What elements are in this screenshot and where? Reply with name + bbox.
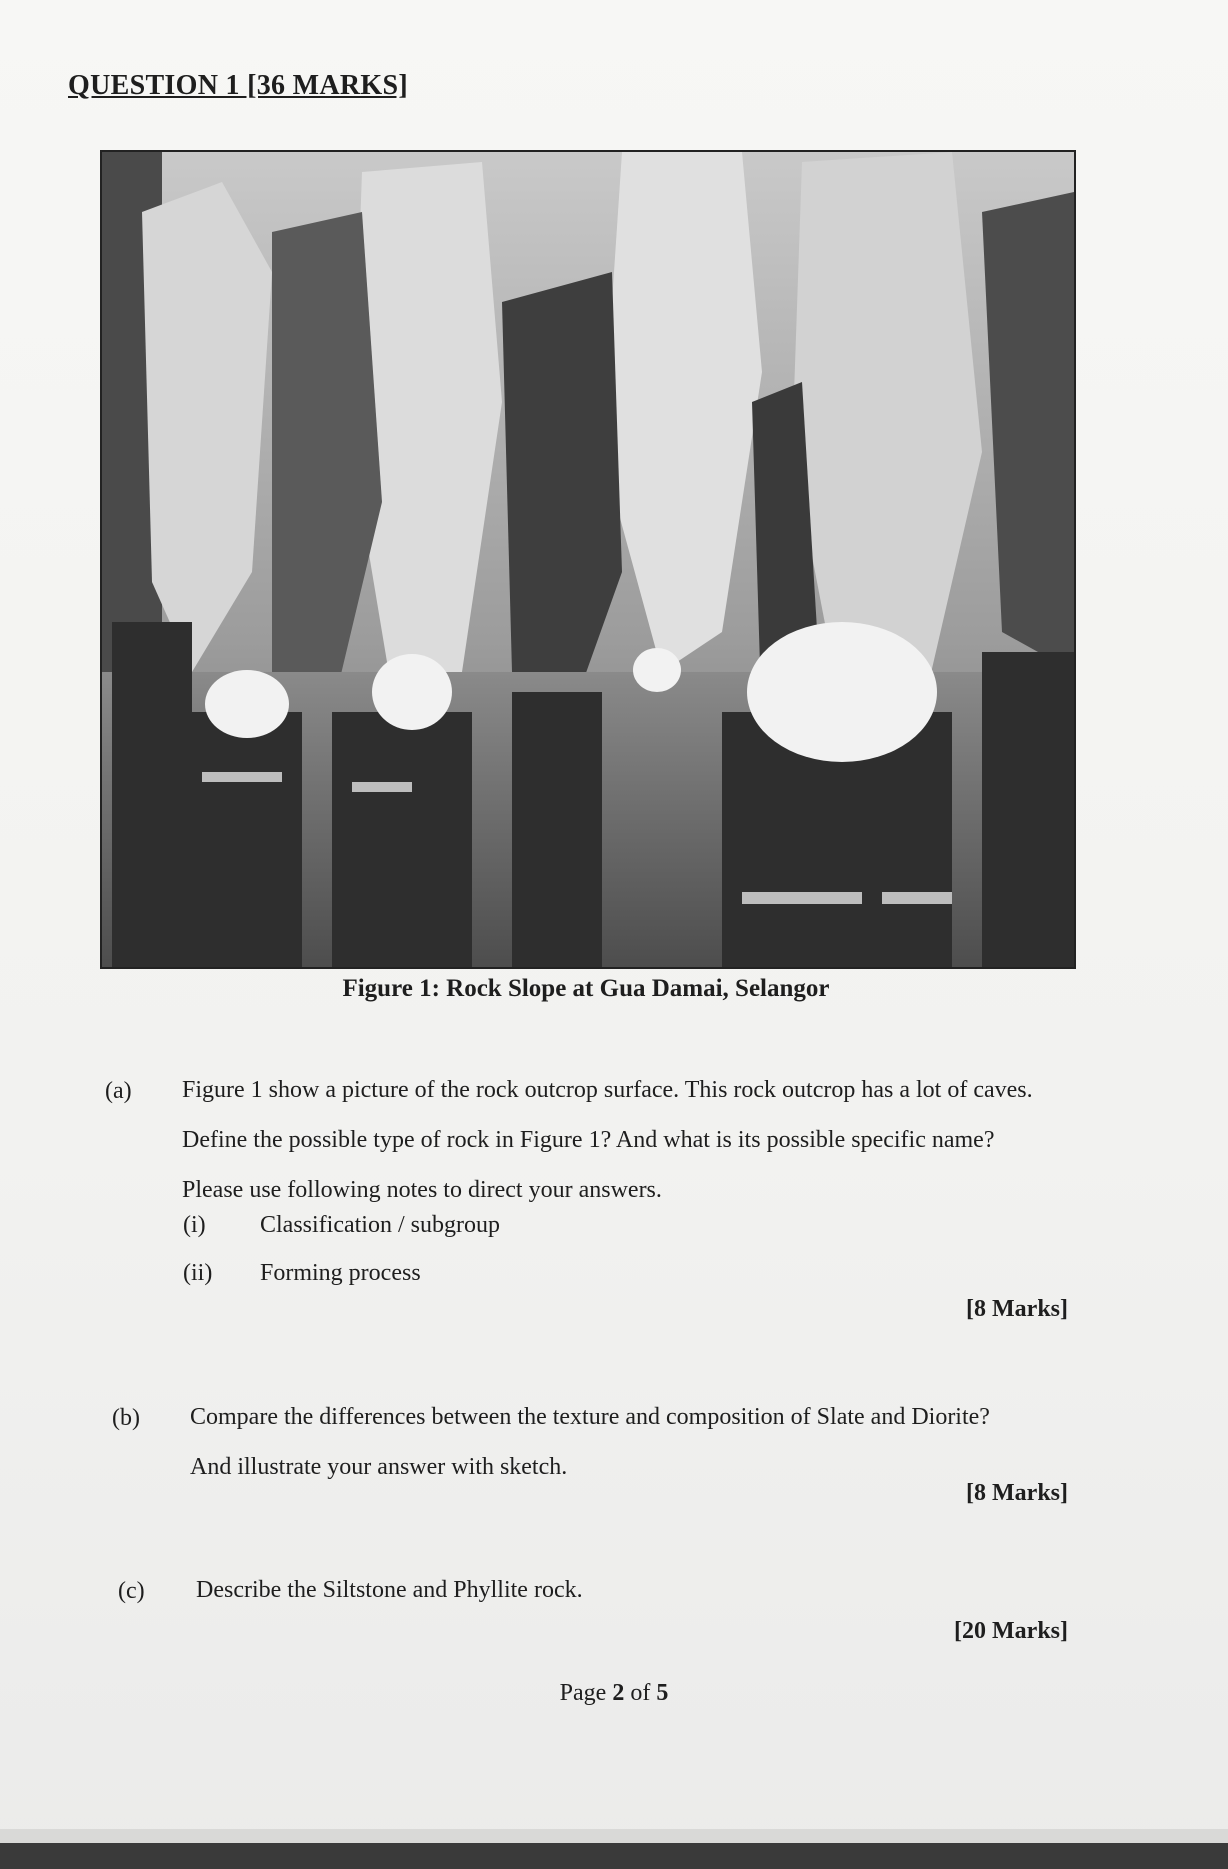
page-total: 5 <box>656 1680 669 1706</box>
desk-surface <box>0 1843 1228 1869</box>
question-c-line-1: Describe the Siltstone and Phyllite rock. <box>196 1577 583 1603</box>
page-number <box>0 1680 1228 1707</box>
question-a-label: (a) <box>105 1078 132 1104</box>
question-a-line-1: Figure 1 show a picture of the rock outcrop surface. This rock outcrop has a lot of caves. <box>182 1077 1033 1103</box>
question-a-text <box>182 1065 1082 1215</box>
question-a-marks: [8 Marks] <box>966 1296 1068 1322</box>
sub-item-ii-label: (ii) <box>183 1260 213 1286</box>
question-b-marks: [8 Marks] <box>966 1480 1068 1506</box>
page-prefix: Page <box>559 1680 607 1706</box>
sub-item-i-text: Classification / subgroup <box>260 1212 500 1238</box>
question-a-line-3: Please use following notes to direct your answers. <box>182 1177 662 1203</box>
figure-caption: Figure 1: Rock Slope at Gua Damai, Selangor <box>342 975 830 1002</box>
question-b-label: (b) <box>112 1405 140 1431</box>
question-heading: QUESTION 1 [36 MARKS] <box>68 70 408 101</box>
rock-slope-photo-icon <box>102 152 1074 967</box>
question-a-line-2: Define the possible type of rock in Figure 1? And what is its possible specific name? <box>182 1127 995 1153</box>
sub-item-ii-text: Forming process <box>260 1260 421 1286</box>
page-of: of <box>630 1680 651 1706</box>
question-b-line-1: Compare the differences between the texture and composition of Slate and Diorite? <box>190 1404 990 1430</box>
page-current: 2 <box>612 1680 625 1706</box>
paper-edge-shadow <box>0 1829 1228 1843</box>
question-b-text <box>190 1392 1080 1492</box>
question-c-marks: [20 Marks] <box>954 1618 1068 1644</box>
question-c-label: (c) <box>118 1578 145 1604</box>
question-b-line-2: And illustrate your answer with sketch. <box>190 1454 568 1480</box>
question-c-text <box>196 1565 1076 1615</box>
rock-slope-figure <box>100 150 1076 969</box>
sub-item-i-label: (i) <box>183 1212 206 1238</box>
